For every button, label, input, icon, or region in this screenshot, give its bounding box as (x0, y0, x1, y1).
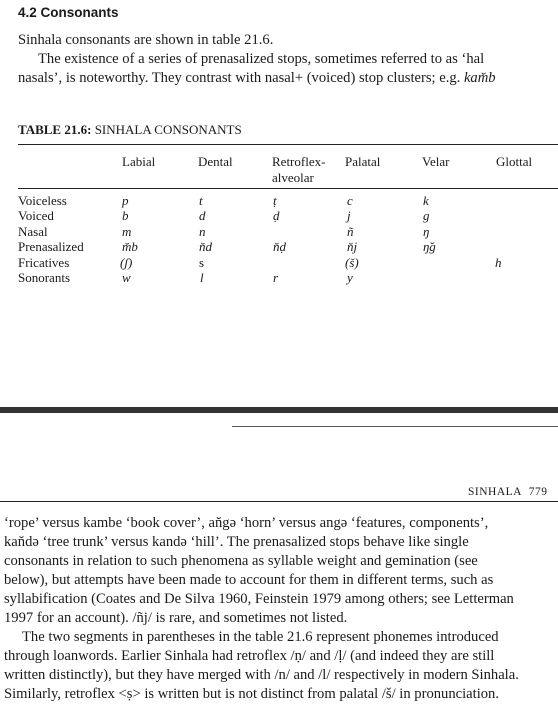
table-cell: y (347, 270, 353, 285)
table-caption (18, 122, 242, 138)
table-cell: ŋ̆g (423, 239, 436, 254)
table-top-rule (18, 144, 558, 145)
table-cell: ḍ (273, 208, 280, 223)
table-cell: k (423, 193, 429, 208)
table-cell: (š) (345, 255, 359, 270)
table-cell: (ʃ) (120, 255, 133, 270)
table-cell: ŋ (423, 224, 430, 239)
intro-line-3-text: nasals’, is noteworthy. They contrast with nasal+ (voiced) stop clusters; e.g. (18, 70, 464, 86)
col-header-glottal: Glottal (496, 154, 533, 169)
table-cell: n (199, 224, 206, 239)
table-cell: d (199, 208, 206, 223)
page-number: 779 (528, 486, 548, 498)
table-cell: ṭ (273, 193, 277, 208)
row-label-prenasalized: Prenasalized (18, 239, 84, 254)
row-label-fricatives: Fricatives (18, 255, 70, 270)
body-line: consonants in relation to such phenomena as syllable weight and gemination (see (4, 553, 478, 569)
col-header-retroflex: Retroflex- alveolar (272, 154, 326, 185)
body-line: The two segments in parentheses in the table 21.6 represent phonemes introduced (22, 629, 499, 645)
table-cell: n̆ḍ (273, 239, 286, 254)
page-break-rule (232, 426, 558, 427)
body-line: 1997 for an account). /ñj/ is rare, and sometimes not listed. (4, 610, 348, 626)
body-line: kan̆də ‘tree trunk’ versus kandə ‘hill’. The prenasalized stops behave like single (4, 534, 469, 550)
row-label-voiceless: Voiceless (18, 193, 67, 208)
intro-line-1: Sinhala consonants are shown in table 21.6. (18, 32, 274, 48)
intro-line-3-example: kam̆b (463, 70, 496, 86)
table-cell: n̆d (199, 239, 212, 254)
table-cell: n̆j (347, 239, 358, 254)
table-cell: h (495, 255, 502, 270)
table-cell: p (122, 193, 129, 208)
table-cell: t (199, 193, 203, 208)
row-label-voiced: Voiced (18, 208, 54, 223)
table-header-rule (18, 188, 558, 189)
intro-line-3 (18, 69, 558, 88)
col-header-dental: Dental (198, 154, 233, 169)
table-cell: r (273, 270, 279, 285)
table-caption-label: TABLE 21.6: (18, 122, 92, 137)
intro-line-2: The existence of a series of prenasalized stops, sometimes referred to as ‘hal (38, 51, 485, 67)
table-cell: c (347, 193, 353, 208)
body-line: below), but attempts have been made to account for them in different terms, such as (4, 572, 494, 588)
table-caption-text: SINHALA CONSONANTS (94, 122, 242, 137)
col-header-velar: Velar (422, 154, 450, 169)
running-head (468, 486, 547, 498)
col-header-labial: Labial (122, 154, 156, 169)
body-line: syllabification (Coates and De Silva 1960, Feinstein 1979 among others; see Letterman (4, 591, 514, 607)
table-cell: m̆b (122, 239, 138, 254)
table-cell: g (423, 208, 430, 223)
running-head-title: SINHALA (468, 486, 522, 498)
table-cell: m (122, 224, 132, 239)
row-label-sonorants: Sonorants (18, 270, 70, 285)
table-cell: j (347, 208, 351, 223)
table-cell: w (122, 270, 131, 285)
page-break-bar (0, 407, 558, 413)
table-cell: s (199, 255, 205, 270)
body-line: through loanwords. Earlier Sinhala had retroflex /ṇ/ and /ḷ/ (and indeed they are still (4, 648, 495, 664)
table-cell: l (200, 270, 204, 285)
table-cell: ñ (347, 224, 354, 239)
row-label-nasal: Nasal (18, 224, 48, 239)
running-head-rule (0, 501, 558, 502)
body-line: Similarly, retroflex <ṣ> is written but is not distinct from palatal /š/ in pronunciation. (4, 686, 500, 702)
table-cell: b (122, 208, 129, 223)
section-title: 4.2 Consonants (18, 5, 119, 20)
body-line: written distinctly), but they have merged with /n/ and /l/ respectively in modern Sinhala. (4, 667, 519, 683)
col-header-palatal: Palatal (345, 154, 381, 169)
body-line: ‘rope’ versus kambe ‘book cover’, an̆gə ‘horn’ versus angə ‘features, components’, (4, 515, 489, 531)
